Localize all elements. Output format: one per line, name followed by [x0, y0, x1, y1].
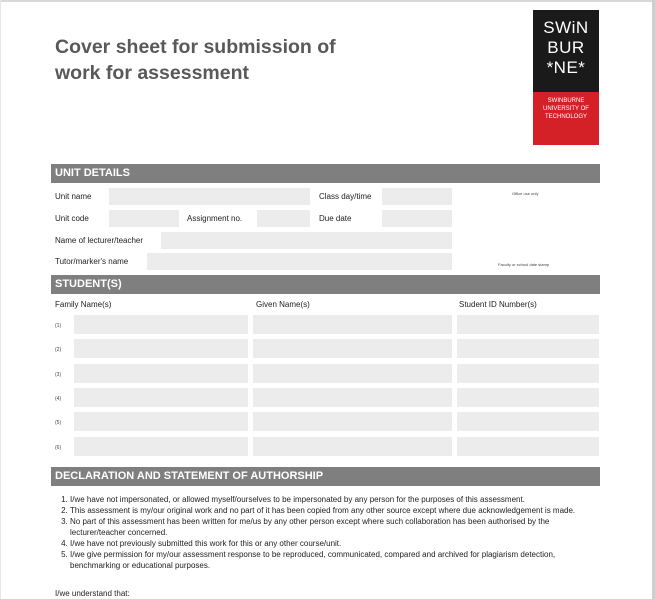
logo-subtitle-1: SWINBURNE: [547, 98, 585, 104]
title-line-1: Cover sheet for submission of: [55, 36, 336, 58]
family-name-field[interactable]: [74, 388, 248, 407]
page-left-border: [0, 0, 1, 599]
logo-subtitle: [533, 97, 599, 121]
logo-line-3: *NE*: [546, 58, 586, 77]
understand-text: I/we understand that:: [55, 589, 130, 598]
given-name-field[interactable]: [253, 339, 452, 358]
given-name-field[interactable]: [253, 437, 452, 456]
student-id-field[interactable]: [457, 339, 599, 358]
lecturer-label: Name of lecturer/teacher: [55, 236, 144, 245]
declaration-item: 4. I/we have not previously submitted this work for this or any other course/unit.: [70, 538, 595, 549]
date-stamp-label: Faculty or school date stamp: [498, 262, 550, 267]
page-title: [55, 34, 336, 86]
student-id-field[interactable]: [457, 437, 599, 456]
declaration-item: 5. I/we give permission for my/our assessment response to be reproduced, communicated, compared and archived for plagiarism detection, benchmarking or educational purposes.: [70, 549, 595, 571]
unit-details-heading: UNIT DETAILS: [51, 164, 600, 183]
logo-subtitle-3: TECHNOLOGY: [544, 114, 587, 120]
student-id-field[interactable]: [457, 412, 599, 431]
given-name-field[interactable]: [253, 364, 452, 383]
tutor-field[interactable]: [147, 253, 452, 270]
unit-code-label: Unit code: [55, 214, 89, 223]
student-row-number: (4): [55, 396, 62, 402]
due-date-field[interactable]: [382, 210, 452, 227]
class-day-time-field[interactable]: [382, 188, 452, 205]
student-row-number: (6): [55, 445, 62, 451]
family-name-field[interactable]: [74, 315, 248, 334]
student-row-number: (3): [55, 372, 62, 378]
logo-line-2: BUR: [547, 38, 585, 57]
family-name-field[interactable]: [74, 339, 248, 358]
student-id-field[interactable]: [457, 388, 599, 407]
unit-code-field[interactable]: [109, 210, 179, 227]
logo-subtitle-2: UNIVERSITY OF: [543, 106, 589, 112]
declaration-heading: DECLARATION AND STATEMENT OF AUTHORSHIP: [51, 467, 600, 486]
title-line-2: work for assessment: [55, 62, 250, 84]
given-name-header: Given Name(s): [256, 300, 310, 309]
declaration-item: 3. No part of this assessment has been written for me/us by any other person except where such collaboration has been authorised by the lecturer/teacher concerned.: [70, 516, 595, 538]
given-name-field[interactable]: [253, 388, 452, 407]
family-name-field[interactable]: [74, 437, 248, 456]
unit-name-field[interactable]: [109, 188, 310, 205]
tutor-label: Tutor/marker's name: [55, 257, 129, 266]
page-top-border: [0, 0, 655, 2]
family-name-field[interactable]: [74, 364, 248, 383]
student-id-header: Student ID Number(s): [459, 300, 537, 309]
declaration-list: [55, 494, 595, 571]
assignment-no-label: Assignment no.: [187, 214, 243, 223]
lecturer-field[interactable]: [161, 232, 452, 249]
given-name-field[interactable]: [253, 315, 452, 334]
student-row-number: (2): [55, 347, 62, 353]
declaration-item: 1. I/we have not impersonated, or allowed myself/ourselves to be impersonated by any person for the purposes of this assessment.: [70, 494, 595, 505]
assignment-no-field[interactable]: [257, 210, 310, 227]
student-row-number: (1): [55, 323, 62, 329]
student-id-field[interactable]: [457, 364, 599, 383]
swinburne-logo: [533, 10, 599, 145]
family-name-field[interactable]: [74, 412, 248, 431]
class-day-time-label: Class day/time: [319, 192, 372, 201]
given-name-field[interactable]: [253, 412, 452, 431]
student-id-field[interactable]: [457, 315, 599, 334]
logo-line-1: SWiN: [543, 18, 589, 37]
family-name-header: Family Name(s): [55, 300, 112, 309]
due-date-label: Due date: [319, 214, 352, 223]
unit-name-label: Unit name: [55, 192, 92, 201]
students-heading: STUDENT(S): [51, 275, 600, 294]
student-row-number: (5): [55, 420, 62, 426]
declaration-item: 2. This assessment is my/our original work and no part of it has been copied from any other source except where due acknowledgement is made.: [70, 505, 595, 516]
office-use-label: Office use only: [512, 191, 539, 196]
